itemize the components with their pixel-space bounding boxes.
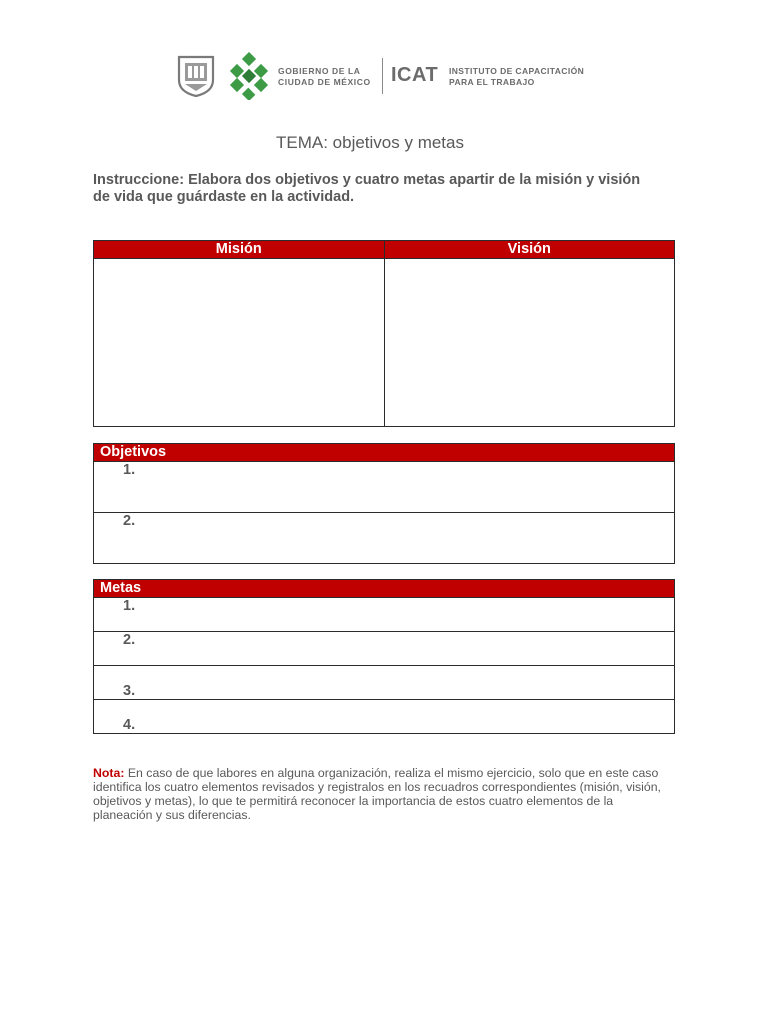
- meta-row[interactable]: [94, 700, 675, 734]
- objetivo-row[interactable]: [94, 513, 675, 564]
- objetivo-number: 2.: [123, 513, 136, 529]
- instructions-text: Instruccione: Elabora dos objetivos y cuatro metas apartir de la misión y visión de vida que guárdaste en la actividad.: [93, 172, 641, 205]
- note-text: En caso de que labores en alguna organización, realiza el mismo ejercicio, solo que en este caso identifica los cuatro elementos revisados y registralos en los recuadros correspondientes (misión, visión, objetivos y metas), lo que te permitirá reconocer la importancia de estos cuatro elementos de la planeación y sus diferencias.: [93, 766, 661, 822]
- meta-number: 4.: [123, 717, 136, 733]
- meta-number: 2.: [123, 632, 136, 648]
- gov-line-1: GOBIERNO DE LA: [278, 66, 361, 76]
- page-title-text: TEMA: objetivos y metas: [275, 133, 464, 152]
- vision-input-cell[interactable]: [384, 259, 675, 427]
- government-name: [278, 66, 371, 88]
- meta-row[interactable]: [94, 598, 675, 632]
- icat-line-2: PARA EL TRABAJO: [449, 77, 535, 87]
- mision-vision-table: [93, 240, 675, 427]
- page-header: [176, 52, 596, 100]
- objetivos-table: [93, 443, 675, 564]
- objetivo-number: 1.: [123, 462, 136, 478]
- icat-name: [449, 66, 584, 88]
- meta-number: 3.: [123, 683, 136, 699]
- meta-number: 1.: [123, 598, 136, 614]
- metas-table: [93, 579, 675, 734]
- coat-of-arms-icon: [176, 54, 216, 98]
- note-paragraph: [93, 766, 673, 822]
- note-label: Nota:: [93, 766, 125, 780]
- meta-row[interactable]: [94, 666, 675, 700]
- mision-header: Misión: [94, 241, 385, 259]
- header-divider: [382, 58, 383, 94]
- meta-row[interactable]: [94, 632, 675, 666]
- metas-header: Metas: [94, 580, 675, 598]
- objetivos-header: Objetivos: [94, 444, 675, 462]
- icat-line-1: INSTITUTO DE CAPACITACIÓN: [449, 66, 585, 76]
- page-title: [0, 133, 740, 153]
- cdmx-logo-icon: [226, 52, 272, 100]
- objetivo-row[interactable]: [94, 462, 675, 513]
- mision-input-cell[interactable]: [94, 259, 385, 427]
- icat-logo-text: ICAT: [391, 64, 439, 86]
- gov-line-2: CIUDAD DE MÉXICO: [278, 77, 371, 87]
- vision-header: Visión: [384, 241, 675, 259]
